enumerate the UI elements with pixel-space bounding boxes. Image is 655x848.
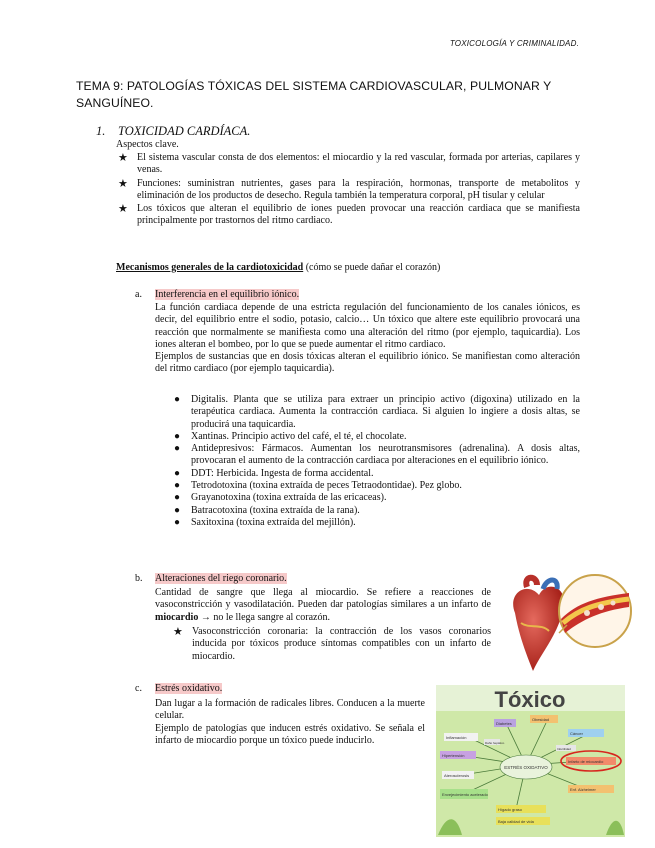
section-title-text: TOXICIDAD CARDÍACA. [118,124,251,138]
subsection-letter: a. [135,289,142,300]
bullet-icon: ● [174,516,181,528]
list-item-text: Saxitoxina (toxina extraída del mejillón). [191,516,356,528]
section-number: 1. [96,124,106,138]
subsection-c-body [155,698,425,747]
aspect-text: Los tóxicos que alteran el equilibrio de iones pueden provocar una reacción cardiaca que se manifiesta principalmente por trastornos del ritmo cardiaco. [137,203,580,227]
list-item [171,443,580,468]
star-bullet-icon: ★ [118,151,128,164]
figure-label: Envejecimiento acelerado [442,792,488,797]
subsection-title: Interferencia en el equilibrio iónico. [155,289,300,300]
document-title: TEMA 9: PATOLOGÍAS TÓXICAS DEL SISTEMA CARDIOVASCULAR, PULMONAR Y SANGUÍNEO. [76,79,552,110]
subsection-b-list [171,626,491,664]
subsection-letter: b. [135,573,143,584]
star-bullet-icon: ★ [118,176,128,190]
subsection-title: Alteraciones del riego coronario. [155,573,287,584]
paragraph: La función cardiaca depende de una estricta regulación del funcionamiento de los canales iónicos, es decir, del equilibrio entre el sodio, potasio, calcio… Un tóxico que altere este equilibrio provocará una reacción que normalmente se manifiesta como una alteración del ritmo (por ejemplo, taquicardia). Los iones alteran el bombeo, por lo que se puede aumentar el ritmo cardiaco. [155,302,580,350]
list-item [171,480,580,492]
figure-label: Cáncer [570,731,583,736]
list-item [171,431,580,443]
figure-label: Diabetes [496,721,512,726]
aspect-item [116,152,580,177]
figure-center-label: ESTRÉS OXIDATIVO [504,765,548,770]
aspect-item [116,178,580,203]
list-item-text: Antidepresivos: Fármacos. Aumentan los neurotransmisores (adrenalina). A dosis altas, provocaran el aumento de la contracción cardiaca por alteraciones en el equilibrio iónico. [191,443,580,467]
paragraph-part: Cantidad de sangre que llega al miocardio. Se refiere a reacciones de vasoconstricción y vasodilatación. Pueden dar patologías similares a un infarto de [155,587,491,611]
subsection-title: Estrés oxidativo. [155,683,223,694]
figure-label: Hígado graso [498,807,523,812]
bullet-icon: ● [174,480,181,492]
list-item [171,505,580,517]
aspects-list [116,152,580,229]
bullet-icon: ● [174,430,181,442]
list-item-text: Xantinas. Principio activo del café, el té, el chocolate. [191,430,407,442]
mechanisms-title: Mecanismos generales de la cardiotoxicidad [116,262,304,273]
bullet-icon: ● [174,467,181,479]
figure-label: Inflamación [446,735,467,740]
list-item-text: Vasoconstricción coronaria: la contracción de los vasos coronarios inducida por tóxicos produce síntomas compatibles con un infarto de miocardio. [192,626,491,662]
section-title [96,124,250,139]
subsection-a-body [155,302,580,376]
aspect-item [116,203,580,228]
list-item-text: Tetrodotoxina (toxina extraída de peces Tetraodontidae). Pez globo. [191,480,462,492]
paragraph: Dan lugar a la formación de radicales libres. Conducen a la muerte celular. [155,698,425,722]
figure-title: Tóxico [494,687,566,712]
subsection-c-heading [135,683,222,694]
figure-label: Enf. Alzheimer [570,787,596,792]
heart-artery-illustration [497,573,635,685]
figure-label: Daño hepático [485,741,505,745]
subsection-b-body [155,587,491,624]
list-item [171,468,580,480]
figure-label: Baja calidad de vida [498,819,534,824]
list-item [171,492,580,504]
aspect-text: El sistema vascular consta de dos elementos: el miocardio y la red vascular, formada por arterias, capilares y venas. [137,152,580,176]
bullet-icon: ● [174,443,181,455]
paragraph-part: → no le llega sangre al corazón. [198,611,330,623]
figure-label: Infertilidad [557,747,571,751]
list-item [171,626,491,663]
list-item [171,517,580,529]
aspects-label: Aspectos clave. [116,139,179,150]
subsection-b-heading [135,573,287,584]
figure-label: Hipertensión [442,753,465,758]
paragraph: Ejemplo de patologías que inducen estrés oxidativo. Se señala el infarto de miocardio porque un tóxico puede inducirlo. [155,722,425,746]
mechanisms-heading [116,262,440,273]
running-header: TOXICOLOGÍA Y CRIMINALIDAD. [449,39,579,48]
mechanisms-note: (cómo se puede dañar el corazón) [303,262,441,273]
list-item-text: Grayanotoxina (toxina extraída de las ericaceas). [191,492,387,504]
list-item-text: DDT: Herbicida. Ingesta de forma accidental. [191,467,374,479]
toxico-oxidative-stress-figure [436,685,625,837]
bullet-icon: ● [174,492,181,504]
subsection-letter: c. [135,683,142,694]
paragraph: Ejemplos de sustancias que en dosis tóxicas alteran el equilibrio iónico. Se manifiestan como alteración del ritmo cardiaco (por ejemplo taquicardia). [155,351,580,375]
aspect-text: Funciones: suministran nutrientes, gases para la respiración, hormonas, transporte de metabolitos y eliminación de los productos de desecho. Regula también la temperatura corporal, pH tisular y celular [137,177,580,201]
bold-term: miocardio [155,611,199,623]
subsection-a-heading [135,289,299,300]
list-item [171,394,580,431]
figure-label: Infarto de miocardio [568,759,604,764]
figure-label: Aterosclerosis [444,773,470,778]
list-item-text: Batracotoxina (toxina extraída de la rana). [191,504,360,516]
list-item-text: Digitalis. Planta que se utiliza para extraer un principio activo (digoxina) utilizado en la terapéutica cardiaca. Aumenta la contracción cardiaca. Si alguien lo ingiere a dosis altas, se producirá una taquicardia. [191,394,580,430]
star-bullet-icon: ★ [173,625,183,638]
bullet-icon: ● [174,394,181,405]
substances-list [171,394,580,529]
bullet-icon: ● [174,504,181,516]
figure-label: Obesidad [532,717,550,722]
star-bullet-icon: ★ [118,202,128,216]
